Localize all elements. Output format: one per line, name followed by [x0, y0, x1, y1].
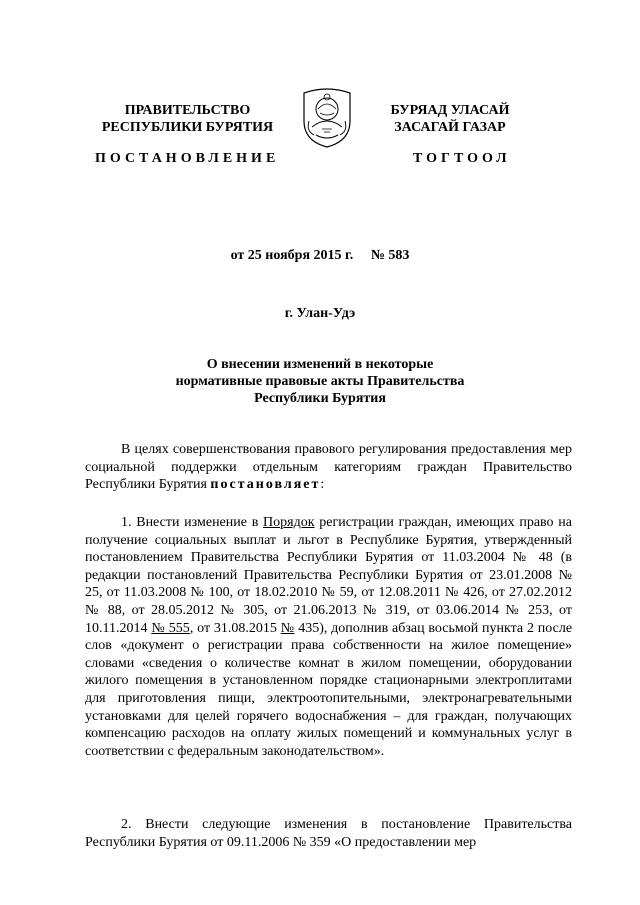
paragraph-item-1: [85, 514, 572, 760]
preamble-keyword: постановляет: [210, 477, 321, 493]
header-right: [370, 102, 530, 136]
preamble-end: :: [320, 477, 325, 493]
item1-start: 1. Внести изменение в: [121, 515, 264, 530]
decree-city: г. Улан-Удэ: [284, 306, 356, 321]
title-line2: нормативные правовые акты Правительства: [175, 374, 465, 389]
paragraph-item-2: 2. Внести следующие изменения в постановление Правительства Республики Бурятия от 09.11.2006 № 359 «О предоставлении мер: [85, 817, 572, 850]
decree-number: № 583: [370, 248, 410, 263]
header-left-line2: РЕСПУБЛИКИ БУРЯТИЯ: [101, 120, 274, 135]
item1-end: 435), дополнив абзац восьмой пункта 2 после слов «документ о регистрации права собственности на жилое помещение» словами «сведения о количестве комнат в жилом помещении, оборудовании жилого помещения в установленном порядке стационарными электроплитами для приготовления пищи, электроотопительными, электронагревательными установками для целей горячего водоснабжения – для граждан, получающих компенсацию расходов на оплату жилых помещений и коммунальных услуг в соответствии с федеральным законодательством».: [85, 620, 573, 759]
header-right-line1: БУРЯАД УЛАСАЙ: [390, 103, 510, 118]
header-left: [95, 102, 280, 136]
header-right-line2: ЗАСАГАЙ ГАЗАР: [394, 120, 506, 135]
title-line1: О внесении изменений в некоторые: [206, 357, 434, 372]
header-right-kind: ТОГТООЛ: [413, 151, 511, 166]
preamble-text: В целях совершенствования правового регулирования предоставления мер социальной поддержки отдельным категориям граждан Правительство Республики Бурятия: [85, 442, 572, 493]
title-line3: Республики Бурятия: [254, 391, 386, 406]
paragraph-preamble: [85, 441, 572, 494]
link-decree-435[interactable]: №: [280, 620, 295, 636]
decree-date-line: [0, 248, 640, 264]
decree-date: от 25 ноября 2015 г.: [230, 248, 354, 263]
document-title: [120, 356, 520, 407]
item1-mid: регистрации граждан, имеющих право на получение социальных выплат и льгот в Республике Бурятия, утвержденный постановлением Правительства Республики Бурятия от 11.03.2004 № 48 (в редакции постановлений Правительства Республики Бурятия от 23.01.2008 № 25, от 11.03.2008 № 100, от 18.02.2010 № 59, от 12.08.2011 № 426, от 27.02.2012 № 88, от 28.05.2012 № 305, от 21.06.2013 № 319, от 03.06.2014 № 253, от 10.11.2014: [85, 515, 572, 636]
link-decree-555[interactable]: № 555: [151, 620, 190, 636]
coat-of-arms-emblem-icon: [300, 85, 354, 149]
header-left-line1: ПРАВИТЕЛЬСТВО: [124, 103, 251, 118]
header-left-kind: ПОСТАНОВЛЕНИЕ: [95, 151, 280, 166]
link-poryadok[interactable]: Порядок: [263, 515, 315, 530]
item1-mid2: , от 31.08.2015: [189, 620, 281, 636]
